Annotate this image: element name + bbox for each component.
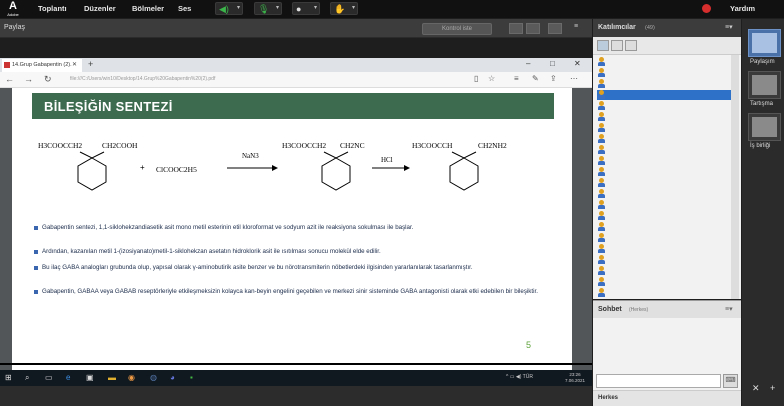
bullet-text: Bu ilaç GABA analogları grubunda olup, yapısal olarak γ-aminobutirik asite benzer ve bu nörotransmiterin nöbetlerdeki ilgisinden yararlanılarak tasarlanmıştır. — [42, 264, 473, 271]
add-layout-icon[interactable]: + — [770, 383, 776, 393]
menu-audio[interactable]: Ses — [178, 4, 192, 13]
app-icon[interactable]: ◍ — [150, 373, 157, 382]
participant-row[interactable] — [597, 244, 607, 254]
refresh-icon[interactable]: ↻ — [44, 74, 52, 84]
bullet-item — [42, 288, 542, 296]
status-strip — [0, 386, 592, 406]
pdf-icon — [4, 62, 10, 68]
speaker-icon: ◀) — [219, 4, 229, 14]
bond-lines — [324, 152, 348, 158]
search-icon[interactable]: ⌕ — [25, 373, 30, 382]
list-view-icon[interactable] — [597, 40, 609, 51]
forward-icon[interactable]: → — [24, 74, 33, 84]
system-tray[interactable]: ^ ▭ ◀) TÜR — [506, 374, 533, 380]
address-bar — [0, 72, 592, 88]
menu-pods[interactable]: Bölmeler — [132, 4, 165, 13]
arrow-head-2 — [404, 165, 410, 171]
speaker-button[interactable] — [215, 2, 243, 15]
bullet-marker — [34, 266, 38, 270]
participant-row[interactable] — [597, 79, 607, 89]
participant-row[interactable] — [597, 156, 607, 166]
bullet-marker — [34, 250, 38, 254]
sort-icon[interactable] — [625, 40, 637, 51]
request-control-button[interactable]: Kontrol iste — [422, 23, 492, 35]
arrow1-reagent: NaN3 — [242, 152, 259, 160]
windows-taskbar — [0, 370, 592, 386]
layout-label: Paylaşım — [750, 59, 775, 65]
notes-icon[interactable]: ✎ — [532, 74, 539, 83]
store-icon[interactable]: ▣ — [86, 373, 94, 382]
arrow2-reagent: HCl — [381, 156, 393, 164]
layout-sharing[interactable] — [748, 29, 781, 57]
favorites-list-icon[interactable]: ≡ — [514, 74, 519, 83]
app-icon[interactable]: ▪ — [190, 373, 193, 382]
participant-row[interactable] — [597, 288, 607, 298]
more-icon[interactable]: ⋯ — [570, 74, 578, 83]
pod-menu-icon[interactable]: ≡▾ — [725, 24, 733, 31]
pdf-viewer[interactable] — [0, 88, 592, 370]
participants-header — [593, 19, 741, 37]
bullet-marker — [34, 290, 38, 294]
start-icon[interactable]: ⊞ — [5, 373, 12, 382]
back-icon[interactable]: ← — [5, 74, 14, 84]
layout-label: Tartışma — [750, 101, 774, 107]
sync-icon[interactable] — [548, 23, 562, 34]
participant-row[interactable] — [597, 255, 607, 265]
edge-icon[interactable]: e — [66, 373, 71, 382]
reactant-left-group: H3COOCCH2 — [38, 141, 83, 150]
tab-bar — [0, 58, 592, 72]
close-window-icon[interactable]: ✕ — [574, 59, 581, 68]
reaction-scheme — [32, 128, 552, 206]
intermediate-right-group: CH2NC — [340, 141, 365, 150]
participant-row[interactable] — [597, 178, 607, 188]
microphone-icon: 🎙 — [258, 4, 270, 14]
participant-row[interactable] — [597, 233, 607, 243]
chat-header — [593, 300, 741, 318]
close-tab-icon[interactable]: ✕ — [72, 62, 78, 68]
participant-row[interactable] — [597, 200, 607, 210]
participants-pod — [593, 19, 741, 299]
clock[interactable] — [565, 372, 585, 384]
chat-recipient-tab[interactable] — [593, 390, 741, 406]
chat-pod — [593, 300, 741, 406]
bullet-text: Gabapentin, GABAA veya GABAB reseptörleriyle etkileşmeksizin kolayca kan-beyin engelini geçebilen ve merkezi sinir sisteminde GABA antagonisti olarak etki edebilen bir bileşiktir. — [42, 288, 538, 295]
fit-icon[interactable] — [509, 23, 523, 34]
participants-title: Katılımcılar — [598, 24, 636, 31]
cyclohexane-ring-3 — [450, 158, 478, 190]
bond-lines — [452, 152, 476, 158]
chat-recipient-label: Herkes — [598, 395, 619, 401]
participant-row[interactable] — [597, 90, 737, 100]
bond-lines — [80, 152, 104, 158]
product-right-group: CH2NH2 — [478, 141, 507, 150]
layout-collaboration[interactable] — [748, 113, 781, 141]
task-view-icon[interactable]: ▭ — [45, 373, 53, 382]
participant-row[interactable] — [597, 266, 607, 276]
status-icon: ✋ — [334, 4, 346, 14]
participant-row[interactable] — [597, 134, 607, 144]
participants-toolbar — [593, 37, 741, 55]
menu-meeting[interactable]: Toplantı — [38, 4, 67, 13]
page-number: 5 — [526, 340, 532, 350]
new-tab-icon[interactable]: + — [88, 59, 94, 69]
recording-icon[interactable] — [702, 4, 711, 13]
participant-row[interactable] — [597, 68, 607, 78]
browser-tab[interactable] — [2, 59, 82, 72]
chat-input[interactable] — [596, 374, 721, 388]
participants-count: (49) — [645, 25, 655, 31]
layout-label: İş birliği — [750, 143, 771, 149]
tab-title: 14.Grup Gabapentin (2). — [12, 62, 72, 68]
divider — [0, 363, 592, 365]
grid-view-icon[interactable] — [611, 40, 623, 51]
bullet-item — [42, 224, 542, 232]
url-field[interactable]: file:///C:/Users/win10/Desktop/14.Grup%20Gabapentin%20(2).pdf — [70, 76, 216, 82]
discord-icon[interactable]: ◕ — [170, 373, 175, 382]
participant-row[interactable] — [597, 123, 607, 133]
favorite-icon[interactable]: ☆ — [488, 74, 496, 83]
pod-menu-icon[interactable]: ≡ — [574, 23, 579, 30]
camera-button[interactable] — [292, 2, 320, 15]
minimize-icon[interactable]: – — [526, 59, 531, 68]
camera-icon: ● — [296, 4, 302, 14]
chevron-down-icon: ▾ — [236, 5, 240, 11]
chrome-icon[interactable]: ◉ — [128, 373, 135, 382]
fullscreen-icon[interactable] — [526, 23, 540, 34]
reactant-right-group: CH2COOH — [102, 141, 138, 150]
plus-sign: + — [140, 163, 145, 172]
bullet-marker — [34, 226, 38, 230]
scrollbar[interactable] — [731, 55, 739, 299]
bullet-text: Gabapentin sentezi, 1,1-siklohekzandiasetik asit mono metil esterinin etil kloroformat ve sodyum azit ile reaksiyona sokulması ile başlar. — [42, 224, 414, 231]
help-menu[interactable]: Yardım — [730, 4, 756, 13]
clock-date: 7.06.2021 — [565, 378, 586, 383]
menu-layouts[interactable]: Düzenler — [84, 4, 116, 13]
folder-icon[interactable]: ▬ — [108, 373, 116, 382]
raise-hand-button[interactable] — [330, 2, 358, 15]
share-pod-title: Paylaş — [4, 24, 26, 31]
participant-row[interactable] — [597, 112, 607, 122]
layouts-rail — [742, 19, 784, 406]
participant-row[interactable] — [597, 167, 607, 177]
participant-row[interactable] — [597, 145, 607, 155]
chevron-down-icon: ▾ — [313, 5, 317, 11]
bullet-text: Ardından, kazanılan metil 1-(izosiyanato)metil-1-siklohekzan asetatın hidroklorik asit ile ısıtılması sonucu molekül elde edilir. — [42, 248, 381, 255]
participant-row[interactable] — [597, 211, 607, 221]
adobe-logo-icon: A Adobe — [7, 0, 19, 17]
clock-time: 23:26 — [569, 372, 581, 377]
participant-row[interactable] — [597, 189, 607, 199]
bullet-item — [42, 264, 542, 272]
intermediate-left-group: H3COOCCH2 — [282, 141, 327, 150]
cyclohexane-ring-2 — [322, 158, 350, 190]
reader-icon[interactable]: ▯ — [474, 74, 479, 83]
maximize-icon[interactable]: □ — [550, 59, 555, 68]
send-icon[interactable]: ⌨ — [723, 374, 738, 388]
slide-banner — [32, 93, 554, 119]
participant-row[interactable] — [597, 222, 607, 232]
product-left-group: H3COOCCH — [412, 141, 453, 150]
reagent-label: ClCOOC2H5 — [156, 165, 197, 174]
chat-title: Sohbet — [598, 306, 622, 313]
slide-heading: BİLEŞİĞİN SENTEZİ — [44, 99, 173, 114]
chevron-down-icon: ▾ — [351, 5, 355, 11]
share-icon[interactable]: ⇪ — [550, 74, 557, 83]
browser-window — [0, 58, 592, 370]
chat-subtitle: (Herkes) — [629, 307, 649, 313]
participant-row[interactable] — [597, 277, 607, 287]
menu-bar — [0, 0, 784, 18]
bullet-item — [42, 248, 542, 256]
pod-menu-icon[interactable]: ≡▾ — [725, 306, 733, 313]
participant-row[interactable] — [597, 101, 607, 111]
participant-row[interactable] — [597, 57, 607, 67]
layout-discussion[interactable] — [748, 71, 781, 99]
chevron-down-icon: ▾ — [275, 5, 279, 11]
arrow-head-1 — [272, 165, 278, 171]
close-icon[interactable]: ✕ — [752, 383, 760, 393]
microphone-button[interactable] — [254, 2, 282, 15]
share-pod-header — [0, 19, 592, 38]
cyclohexane-ring-1 — [78, 158, 106, 190]
pdf-page — [12, 88, 572, 370]
